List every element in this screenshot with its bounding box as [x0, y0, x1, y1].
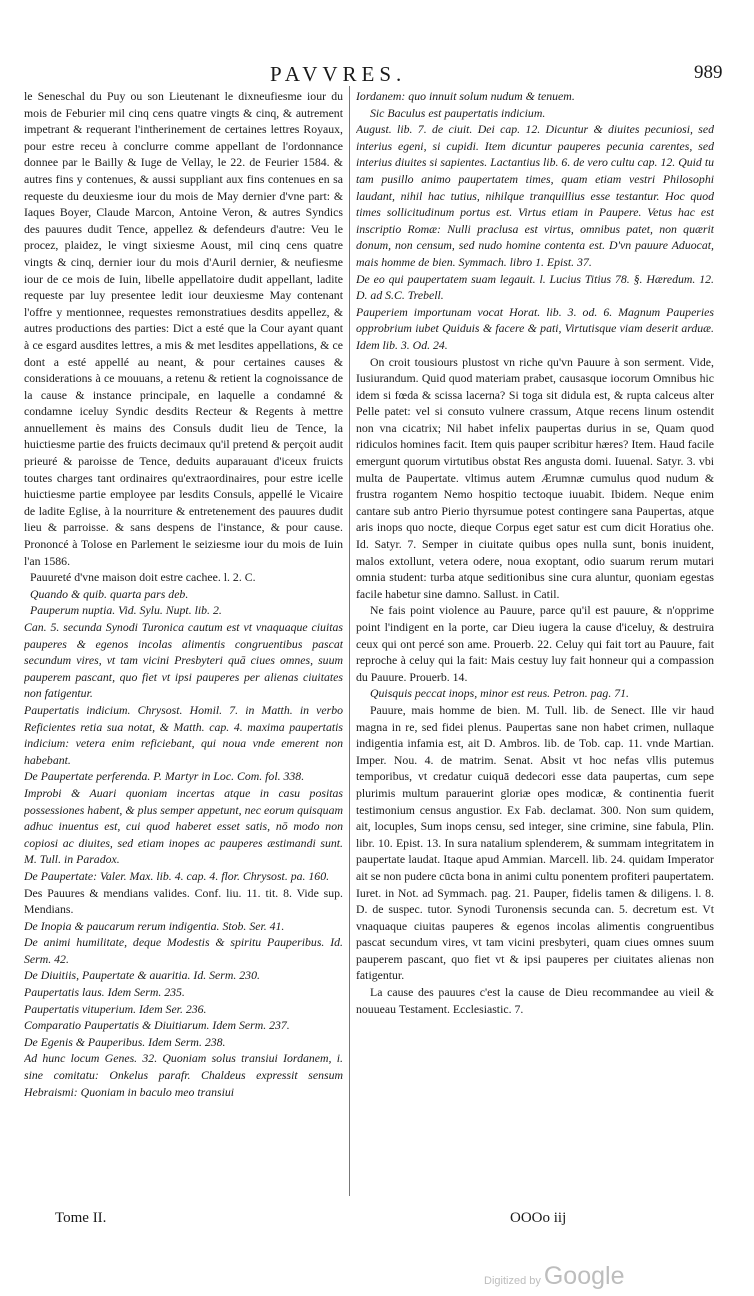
text-paragraph: Improbi & Auari quoniam incertas atque in casu positas possessiones habent, & plus semper appetunt, nec eorum quisquam adhuc inuentus est, cui quod haberet esset satis, nō modo non copiosi ac diuites, sed etiam inopes ac pauperes æstimandi sunt. M. Tull. in Paradox.: [24, 785, 343, 867]
running-header: [0, 62, 754, 86]
text-paragraph: le Seneschal du Puy ou son Lieutenant le dixneufiesme iour du mois de Feburier mil cinq cens quatre vingts & cinq, & autrement impetrant & requerant l'intherinement de certaines lettres Royaux, pour estre receu à conclurre comme appellant de l'ordonnance donnee par le Bailly & Iuge de Vellay, le 22. de Feurier 1584. & autres fins y contenues, & aussi suppliant aux fins contenues en sa requeste du deuxiesme iour du mois de May dernier d'vne part: & Iaques Boyer, Claude Marcon, Antoine Veron, & autres Syndics des pauures dudit Tence, appellez & defendeurs d'autre: Veu le procez, plaidez, le vingt sixiesme Aoust, mil cinq cens quatre vingts & cinq, dernier iour du mois d'Auril dernier, & neufiesme iour de ce mois de Iuin, libelle appellatoire dudit appellant, ladite requeste par luy presentee ledit iour deuxiesme May contenant l'offre y mentionnee, requestes remonstratiues desdits appellez, & autres productions des parties: Dict a esté que la Cour ayant quant à ce esgard ausdites lettres, a mis & met lesdites appellations, & ce dont a esté appellé au neant, & pour certaines causes & considerations à ce mouuans, a retenu & retient la cognoissance de la cause & instance principale, en laquelle a condamné & condamne iceluy Syndic desdits Recteur & Regents à mettre annuellement ès mains des Consuls dudit lieu de Tence, la huictiesme partie des fruicts decimaux qu'il pretend & perçoit audit prieuré & paroisse de Tence, deduits auparauant d'iceux fruicts toutes charges tant ordinaires qu'extraordinaires, pour estre icelle huictiesme partie employee par lesdits Consuls, appellé le Vicaire de ladite Eglise, à la nourriture & entretenement des pauures dudit lieu & parroisse. & sans despens de l'instance, & pour cause. Prononcé à Tolose en Parlement le seiziesme iour du mois de Iuin l'an 1586.: [24, 89, 343, 568]
text-paragraph: Pauureté d'vne maison doit estre cachee. l. 2. C.: [30, 570, 256, 585]
text-paragraph: De Diuitiis, Paupertate & auaritia. Id. Serm. 230.: [24, 968, 260, 983]
text-paragraph: Sic Baculus est paupertatis indicium.: [370, 105, 546, 120]
right-column: [356, 88, 714, 1196]
left-column: [24, 88, 343, 1223]
watermark-prefix: Digitized by: [484, 1275, 541, 1287]
google-logo: Google: [543, 1262, 625, 1290]
text-paragraph: De animi humilitate, deque Modestis & spiritu Pauperibus. Id. Serm. 42.: [24, 935, 343, 966]
text-paragraph: Pauure, mais homme de bien. M. Tull. lib. de Senect. Ille vir haud magna in re, sed fidei plenus. Paupertas sane non habet crimen, nullaque indigentia infamia est, ait D. Ambros. lib. de Tob. cap. 11. vnde Martian. Imper. Nou. 4. de matrim. Senat. Absit vt hoc nefas vllis putemus temporibus, vt credatur cuiquā dedecori esse data paupertas, cum sepe plurimis multum parauerint gloriæ opes modicæ, & continentia fuerit testimonium census angustior. Ex Fab. declamat. 300. Non sum quidem, ait, locuples, Sum inops censu, sed integer, sine crimine, sine fabula, Plin. libr. 10. Epist. 13. In sura natalium splenderem, & summam integritatem in paupertate laudat. Itaque apud Ammian. Marcell. lib. 24. quidam Imperator ait se non pudere cūcta bona in animi cultu ponentem profiteri paupertatem. Iuret. in Not. ad Symmach. pag. 21. Pauper, fidelis tamen & diligens. l. 8. D. de suspec. tutor. Synodi Turonensis secunda can. 5. decretum est. Vt vnaquaque ciuitas pauperes & egenos incolas alimentis congruentibus pascat secundum vires, vt tam vicini presbyteri, quam ciues omnes suum pauperem pascant, quo fiet vt & ipsi pauperes per ciuitates alienas non fatigentur.: [356, 702, 714, 983]
digitization-watermark: [484, 1262, 624, 1291]
text-paragraph: Paupertatis laus. Idem Serm. 235.: [24, 985, 185, 1000]
column-divider: [349, 86, 350, 1196]
text-paragraph: Paupertatis indicium. Chrysost. Homil. 7. in Matth. in verbo Reficientes retia sua notat, & Matth. cap. 4. maxima paupertatis indicium: vetera enim reficiebant, qui noua vnde emerent non habebant.: [24, 702, 343, 767]
text-paragraph: Iordanem: quo innuit solum nudum & tenuem.: [356, 89, 575, 103]
signature-mark: OOOo iij: [510, 1210, 567, 1226]
volume-label: Tome II.: [55, 1210, 107, 1226]
text-paragraph: Ne fais point violence au Pauure, parce qu'il est pauure, & n'opprime point l'indigent en la porte, car Dieu iugera la cause d'iceluy, & destruira ceux qui ont percé son ame. Prouerb. 22. Celuy qui fait tort au Pauure, fait reproche à celuy qui la fait: Mais cestuy luy fait honneur qui a compassion du Pauure. Prouerb. 14.: [356, 603, 714, 684]
text-paragraph: Paupertatis vituperium. Idem Ser. 236.: [24, 1001, 207, 1016]
page-number: 989: [694, 62, 723, 83]
text-paragraph: Quisquis peccat inops, minor est reus. Petron. pag. 71.: [370, 686, 629, 701]
text-paragraph: Quando & quib. quarta pars deb.: [30, 586, 189, 601]
text-paragraph: Pauperum nuptia. Vid. Sylu. Nupt. lib. 2.: [30, 603, 222, 618]
text-paragraph: Can. 5. secunda Synodi Turonica cautum est vt vnaquaque ciuitas pauperes & egenos incolas alimentis congruentibus pascat secundum vires, vt tam vicini Presbyteri quā ciues omnes, suum pauperem pascant, quo fiet vt ipsi pauperes per alienas ciuitates non fatigentur.: [24, 620, 343, 701]
text-paragraph: De eo qui paupertatem suam legauit. l. Lucius Titius 78. §. Hæredum. 12. D. ad S.C. Trebell.: [356, 271, 714, 303]
text-paragraph: On croit tousiours plustost vn riche qu'vn Pauure à son serment. Vide, Iusiurandum. Quid quod materiam prabet, causasque iocorum Omnibus hic idem si fœda & scissa lacerna? Si toga sit didula est, & rupta calceus alter Pelle patet: vel si consuto vulnere crassum, Atque recens linum ostendit non vna cicatrix; Nil habet infelix paupertas durius in se, Quam quod ridiculos homines facit. Item quis pauper scribitur hæres? Item. Haud facile emergunt quorum virtutibus obstat Res angusta domi. Iuuenal. Satyr. 3. vbi multa de Paupertate. vltimus autem Ærumnæ cumulus quod nudum & frustra rogantem Nemo hospitio tectoque iuuabit. Ibidem. Neque enim cantare sub antro Pierio thyrsumue potest contingere sana Paupertas, atque aris inops quo nocte, dieque Corpus eget satur est cum dicit Horatius ohe. Id. Satyr. 7. Semper in ciuitate quibus opes nulla sunt, bonis inuident, malos extollunt, vetera odere, noua exoptant, odio suarum rerum mutari omnia student: turba atque seditionibus sine cura aluntur, quoniam egestas facile habetur sine damno. Sallust. in Catil.: [356, 354, 714, 601]
text-paragraph: De Egenis & Pauperibus. Idem Serm. 238.: [24, 1034, 226, 1049]
text-paragraph: Ad hunc locum Genes. 32. Quoniam solus transiui Iordanem, i. sine comitatu: Onkelus parafr. Chaldeus expressit sensum Hebraismi: Quoniam in baculo meo transiui: [24, 1051, 343, 1099]
text-paragraph: La cause des pauures c'est la cause de Dieu recommandee au vieil & nouueau Testament. Ecclesiastic. 7.: [356, 985, 714, 1016]
page-footer: [0, 1190, 754, 1240]
text-paragraph: Des Pauures & mendians valides. Conf. liu. 11. tit. 8. Vide sup. Mendians.: [24, 885, 343, 917]
text-paragraph: De Inopia & paucarum rerum indigentia. Stob. Ser. 41.: [24, 918, 285, 933]
text-paragraph: August. lib. 7. de ciuit. Dei cap. 12. Dicuntur & diuites pecuniosi, sed interius egeni, si cupidi. Item dicuntur pauperes pecunia carentes, sed interius diuites si sapientes. Lactantius lib. 6. de vero cultu cap. 12. Quid tu tam pusillo animo paupertatem times, quam etiam vestri Philosophi laudant, nihil hac tutius, nihilque tranquillius esse testantur. Hoc quod times sollicitudinum portus est. Virtus etiam in Paupere. Vetus hac est inscriptio Romæ: Nulli praclusa est virtus, omnibus patet, non quærit donum, non censum, sed nudo homine contenta est. D'vn pauure Aduocat, mais homme de bien. Symmach. libro 1. Epist. 37.: [356, 122, 714, 269]
text-paragraph: De Paupertate: Valer. Max. lib. 4. cap. 4. flor. Chrysost. pa. 160.: [24, 868, 330, 883]
text-paragraph: Pauperiem importunam vocat Horat. lib. 3. od. 6. Magnum Pauperies opprobrium iubet Quiduis & facere & pati, Virtutisque viam deserit arduæ. Idem lib. 3. Od. 24.: [356, 304, 714, 352]
page-title: PAVVRES.: [270, 62, 407, 86]
text-paragraph: Comparatio Paupertatis & Diuitiarum. Idem Serm. 237.: [24, 1018, 290, 1033]
text-paragraph: De Paupertate perferenda. P. Martyr in Loc. Com. fol. 338.: [24, 769, 305, 784]
